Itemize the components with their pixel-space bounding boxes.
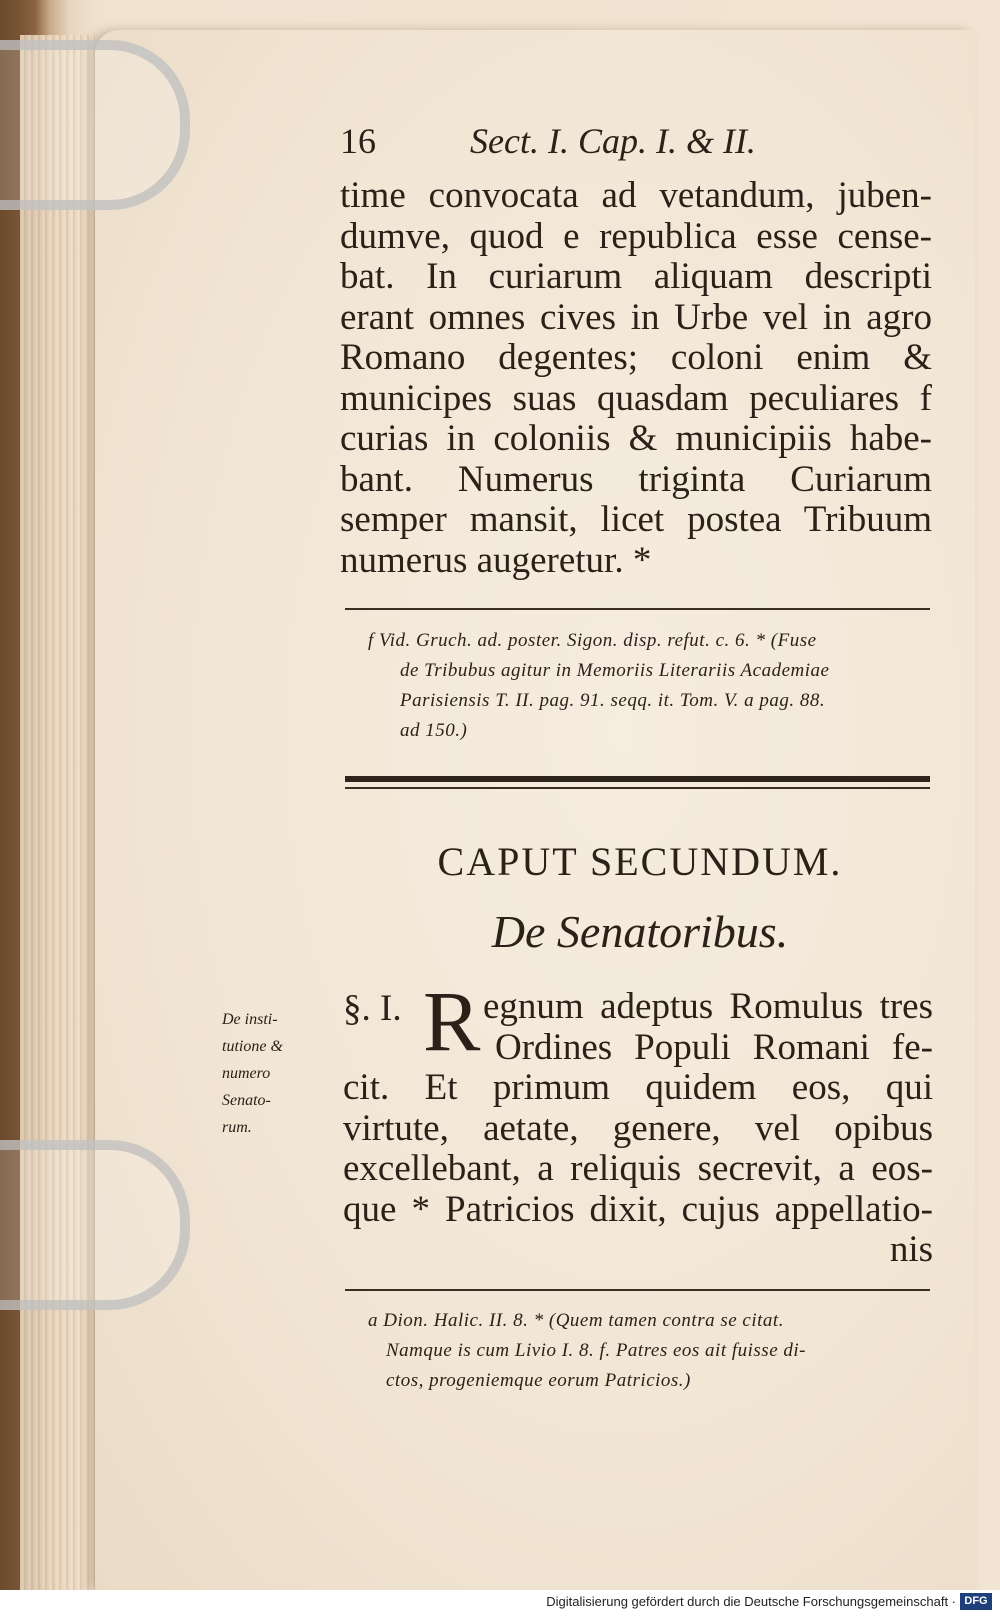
dfg-logo: DFG [960, 1593, 992, 1610]
section-line: Ordines Populi Romani fe- [495, 1026, 933, 1068]
credit-bar [0, 1590, 1000, 1616]
section-line: nis [889, 1229, 933, 1270]
running-head [340, 120, 940, 170]
margin-note-line: tutione & [222, 1038, 283, 1055]
footnote-line: ctos, progeniemque eorum Patricios.) [386, 1370, 691, 1391]
footnote-line: Parisiensis T. II. pag. 91. seqq. it. Tom. V. a pag. 88. [400, 690, 826, 711]
footnote-divider [345, 608, 930, 610]
body-line: erant omnes cives in Urbe vel in agro [340, 296, 932, 338]
footnote-line: ad 150.) [400, 720, 468, 741]
section-line: cit. Et primum quidem eos, qui [343, 1067, 933, 1108]
drop-cap: R [423, 973, 481, 1069]
page-number: 16 [340, 121, 376, 161]
margin-note-line: Senato- [222, 1092, 271, 1109]
body-line: curias in coloniis & municipiis habe- [340, 418, 932, 459]
body-line: numerus augeretur. * [340, 539, 652, 581]
footnote-line: f Vid. Gruch. ad. poster. Sigon. disp. refut. c. 6. * (Fuse [368, 630, 817, 651]
body-line: Romano degentes; coloni enim & [340, 337, 932, 378]
section-mark: §. I. [343, 988, 402, 1029]
body-line: time convocata ad vetandum, juben- [340, 175, 932, 216]
section-line: excellebant, a reliquis secrevit, a eos- [343, 1148, 933, 1189]
footnote-line: de Tribubus agitur in Memoriis Literariis Academiae [400, 660, 830, 681]
digitization-credit: Digitalisierung gefördert durch die Deutsche Forschungsgemeinschaft · [546, 1594, 956, 1609]
chapter-divider-thick [345, 776, 930, 782]
body-line: bant. Numerus triginta Curiarum [340, 458, 932, 500]
margin-note-line: rum. [222, 1119, 252, 1136]
chapter-heading: CAPUT SECUNDUM. [437, 839, 843, 884]
section-paragraph [343, 987, 933, 1271]
margin-note-line: De insti- [222, 1011, 278, 1028]
body-paragraph [340, 176, 932, 581]
margin-note-line: numero [222, 1065, 271, 1082]
footnote-1 [368, 626, 933, 746]
chapter-subtitle: De Senatoribus. [491, 906, 789, 957]
section-line: que * Patricios dixit, cujus appellatio- [343, 1188, 933, 1230]
page-clip-top [0, 40, 190, 210]
body-line: dumve, quod e republica esse cense- [340, 215, 932, 257]
footnote-divider [345, 1289, 930, 1291]
section-line: egnum adeptus Romulus tres [483, 986, 933, 1027]
chapter-divider-thin [345, 787, 930, 789]
footnote-line: Namque is cum Livio I. 8. f. Patres eos ait fuisse di- [386, 1340, 806, 1361]
margin-note [222, 1006, 332, 1141]
body-line: bat. In curiarum aliquam descripti [340, 256, 932, 297]
body-line: semper mansit, licet postea Tribuum [340, 499, 932, 540]
section-line: virtute, aetate, genere, vel opibus [343, 1107, 933, 1149]
body-line: municipes suas quasdam peculiares f [340, 377, 932, 419]
page-clip-bottom [0, 1140, 190, 1310]
footnote-2 [368, 1306, 933, 1396]
running-head-title: Sect. I. Cap. I. & II. [470, 121, 756, 161]
book-page-edges [20, 35, 95, 1590]
footnote-line: a Dion. Halic. II. 8. * (Quem tamen contra se citat. [368, 1310, 784, 1331]
